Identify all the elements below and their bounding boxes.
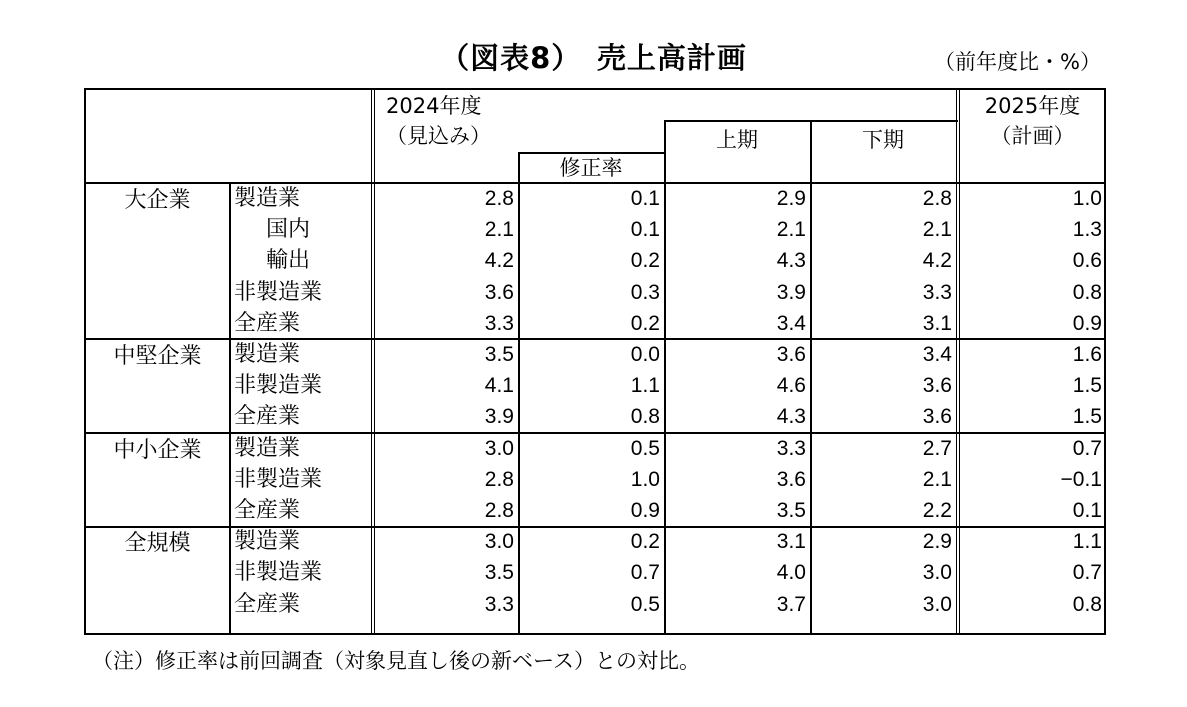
- second-half-value: 2.1: [922, 218, 952, 242]
- fy2024-value: 3.3: [484, 311, 514, 335]
- group-label-divider: [229, 182, 231, 635]
- fy2024-value: 2.8: [484, 499, 514, 522]
- fy2024-value: 2.8: [484, 187, 514, 210]
- row-label: 全産業: [234, 310, 301, 336]
- header-first-half: 上期: [716, 128, 758, 152]
- fy2025-value: 0.9: [1072, 311, 1102, 335]
- fy2024-value: 3.5: [484, 561, 514, 585]
- row-label: 非製造業: [234, 279, 323, 305]
- first-half-value: 3.6: [776, 343, 806, 366]
- header-fy2025-plan: （計画）: [990, 124, 1075, 148]
- fy2024-value: 3.3: [484, 592, 514, 616]
- fy2025-value: 1.0: [1072, 187, 1102, 210]
- header-revision: 修正率: [559, 156, 623, 180]
- revision-column-divider: [518, 152, 520, 635]
- group-label: 中小企業: [113, 437, 202, 463]
- row-label: 国内: [266, 217, 311, 243]
- first-half-value: 3.4: [776, 311, 806, 335]
- revision-value: 0.5: [630, 436, 660, 460]
- fy2024-value: 3.0: [484, 530, 514, 554]
- row-label: 非製造業: [234, 560, 323, 586]
- row-label: 製造業: [234, 342, 301, 367]
- revision-value: 0.1: [630, 218, 660, 242]
- second-half-value: 3.0: [922, 592, 952, 616]
- fy2025-value: 0.7: [1072, 436, 1102, 460]
- second-half-value: 2.8: [922, 187, 952, 210]
- second-half-value: 2.9: [922, 530, 952, 554]
- fy2025-value: 0.7: [1072, 561, 1102, 585]
- fy2025-column-divider: [956, 90, 957, 635]
- second-half-value: 2.7: [922, 436, 952, 460]
- fy2025-value: 0.1: [1072, 499, 1102, 522]
- first-half-value: 4.3: [776, 405, 806, 429]
- row-label: 全産業: [234, 404, 301, 430]
- first-half-value: 3.5: [776, 499, 806, 522]
- row-label: 輸出: [266, 248, 311, 274]
- fy2025-value: 1.3: [1072, 218, 1102, 242]
- row-label: 全産業: [234, 591, 301, 617]
- fy2024-value: 3.6: [484, 280, 514, 304]
- revision-value: 0.2: [630, 530, 660, 554]
- row-label: 非製造業: [234, 373, 323, 399]
- fy2024-value: 3.5: [484, 343, 514, 366]
- group-label: 全規模: [124, 531, 191, 557]
- fy2024-value: 2.8: [484, 467, 514, 491]
- row-label: 製造業: [234, 529, 301, 555]
- group-label: 中堅企業: [113, 344, 202, 369]
- fy2025-value: 1.6: [1072, 343, 1102, 366]
- first-half-value: 4.3: [776, 249, 806, 273]
- revision-value: 0.2: [630, 311, 660, 335]
- fy2025-value: −0.1: [1060, 467, 1102, 491]
- second-half-value: 3.4: [922, 343, 952, 366]
- first-half-value: 2.9: [776, 187, 806, 210]
- fy2024-value: 4.2: [484, 249, 514, 273]
- half-year-header-line: [664, 120, 958, 122]
- first-half-value: 4.6: [776, 374, 806, 398]
- unit-label: （前年度比・%）: [934, 50, 1101, 74]
- first-half-value: 2.1: [776, 218, 806, 242]
- second-half-value: 3.6: [922, 374, 952, 398]
- fy2025-value: 1.5: [1072, 405, 1102, 429]
- revision-value: 0.7: [630, 561, 660, 585]
- revision-value: 0.1: [630, 187, 660, 210]
- first-half-value: 3.7: [776, 592, 806, 616]
- second-half-value: 2.1: [922, 467, 952, 491]
- first-half-value: 3.6: [776, 467, 806, 491]
- fy2025-value: 0.8: [1072, 280, 1102, 304]
- fy2024-value: 2.1: [484, 218, 514, 242]
- sales-plan-table: [84, 88, 1106, 635]
- revision-value: 0.5: [630, 592, 660, 616]
- fy2024-value: 3.0: [484, 436, 514, 460]
- fy2025-value: 1.5: [1072, 374, 1102, 398]
- row-label: 製造業: [234, 435, 301, 461]
- revision-value: 1.0: [630, 467, 660, 491]
- fy2024-value: 3.9: [484, 405, 514, 429]
- revision-value: 0.3: [630, 280, 660, 304]
- header-fy2025: 2025年度: [984, 94, 1081, 118]
- second-half-column-divider: [810, 120, 812, 635]
- second-half-value: 4.2: [922, 249, 952, 273]
- first-half-value: 4.0: [776, 561, 806, 585]
- revision-value: 1.1: [630, 374, 660, 398]
- first-half-column-divider: [664, 120, 666, 635]
- row-label: 非製造業: [234, 466, 323, 492]
- second-half-value: 3.3: [922, 280, 952, 304]
- second-half-value: 2.2: [922, 499, 952, 522]
- header-fy2024-estimate: （見込み）: [386, 124, 491, 148]
- revision-value: 0.0: [630, 343, 660, 366]
- data-start-divider: [371, 90, 372, 635]
- second-half-value: 3.0: [922, 561, 952, 585]
- row-label: 製造業: [234, 186, 301, 211]
- revision-value: 0.2: [630, 249, 660, 273]
- header-fy2024: 2024年度: [386, 94, 482, 118]
- first-half-value: 3.1: [776, 530, 806, 554]
- group-label: 大企業: [124, 188, 191, 213]
- footnote: （注）修正率は前回調査（対象見直し後の新ベース）との対比。: [92, 649, 700, 673]
- revision-value: 0.9: [630, 499, 660, 522]
- row-label: 全産業: [234, 498, 301, 523]
- second-half-value: 3.1: [922, 311, 952, 335]
- first-half-value: 3.3: [776, 436, 806, 460]
- fy2024-value: 4.1: [484, 374, 514, 398]
- fy2025-value: 0.6: [1072, 249, 1102, 273]
- fy2025-value: 0.8: [1072, 592, 1102, 616]
- revision-value: 0.8: [630, 405, 660, 429]
- first-half-value: 3.9: [776, 280, 806, 304]
- header-second-half: 下期: [862, 128, 904, 152]
- second-half-value: 3.6: [922, 405, 952, 429]
- fy2025-value: 1.1: [1072, 530, 1102, 554]
- page-title: （図表8） 売上高計画: [440, 41, 747, 75]
